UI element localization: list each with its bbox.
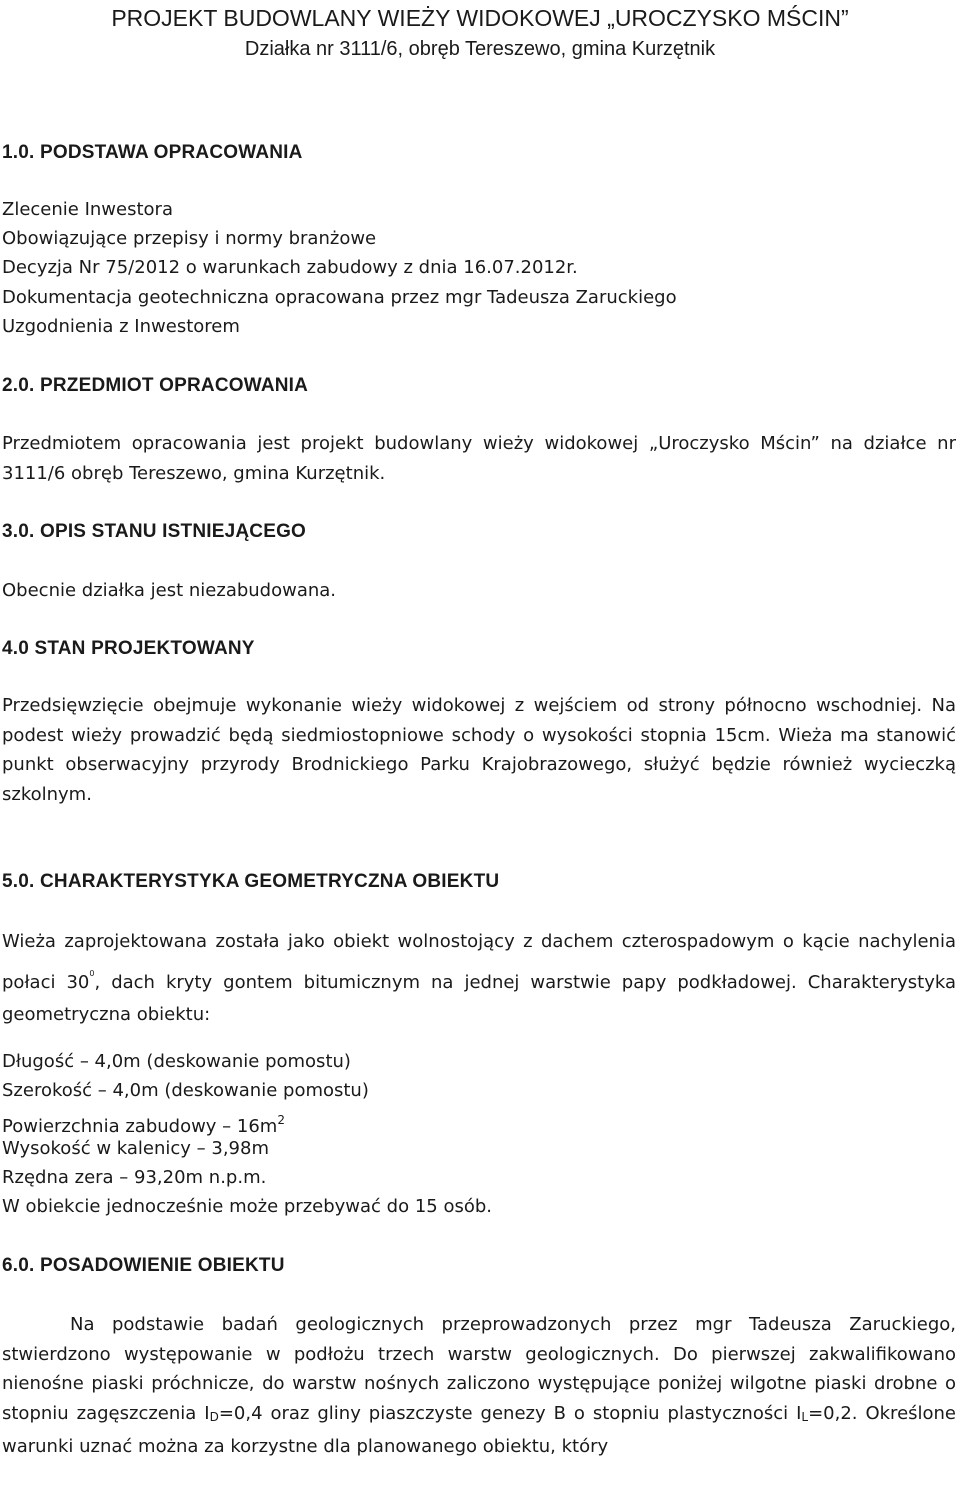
spec-width: Szerokość – 4,0m (deskowanie pomostu) (2, 1080, 369, 1101)
basis-item: Uzgodnienia z Inwestorem (2, 316, 240, 337)
section-2-paragraph: Przedmiotem opracowania jest projekt budowlany wieży widokowej „Uroczysko Mścin” na działce nr 3111/6 obręb Tereszewo, gmina Kurzętnik. (2, 433, 956, 484)
basis-item: Dokumentacja geotechniczna opracowana przez mgr Tadeusza Zaruckiego (2, 287, 677, 308)
spec-length: Długość – 4,0m (deskowanie pomostu) (2, 1051, 351, 1072)
basis-item: Zlecenie Inwestora (2, 199, 173, 220)
section-4-heading: 4.0 STAN PROJEKTOWANY (2, 638, 255, 659)
section-3-paragraph: Obecnie działka jest niezabudowana. (2, 580, 337, 601)
document-title: PROJEKT BUDOWLANY WIEŻY WIDOKOWEJ „UROCZYSKO MŚCIN” (111, 5, 849, 31)
section-6-heading: 6.0. POSADOWIENIE OBIEKTU (2, 1255, 285, 1276)
section-2-heading: 2.0. PRZEDMIOT OPRACOWANIA (2, 375, 309, 396)
index-d: D (209, 1409, 219, 1424)
degree-mark: 0 (89, 969, 95, 978)
section-3-heading: 3.0. OPIS STANU ISTNIEJĄCEGO (2, 521, 307, 542)
spec-area: Powierzchnia zabudowy – $16m^2$ (2, 1113, 285, 1137)
spec-zero-level: Rzędna zera – 93,20m n.p.m. (2, 1167, 267, 1188)
section-6-paragraph: Na podstawie badań geologicznych przeprowadzonych przez mgr Tadeusza Zaruckiego, stwierdzono występowanie w podłożu trzech warstw geologicznych. Do pierwszej zakwalifikowano nienośne piaski próchnicze, do warstw nośnych zaliczono występujące poniżej wilgotne piaski drobne o stopniu zagęszczenia $I_D=0,4$ oraz gliny piaszczyste genezy B o stopniu plastyczności $I_L=0,2$. Określone warunki uznać można za korzystne dla planowanego obiektu, który (2, 1314, 957, 1458)
section-1-heading: 1.0. PODSTAWA OPRACOWANIA (2, 142, 303, 163)
section-5-paragraph: Wieża zaprojektowana została jako obiekt wolnostojący z dachem czterospadowym o kącie nachylenia połaci $30^0$, dach kryty gontem bitumicznym na jednej warstwie papy podkładowej. Charakterystyka geometryczna obiektu: (2, 931, 956, 1025)
index-l: L (801, 1409, 809, 1424)
basis-item: Obowiązujące przepisy i normy branżowe (2, 228, 377, 249)
section-5-heading: 5.0. CHARAKTERYSTYKA GEOMETRYCZNA OBIEKTU (2, 871, 500, 892)
document-subtitle: Działka nr 3111/6, obręb Tereszewo, gmina Kurzętnik (244, 38, 716, 60)
section-4-paragraph: Przedsięwzięcie obejmuje wykonanie wieży widokowej z wejściem od strony północno wschodniej. Na podest wieży prowadzić będą siedmiostopniowe schody o wysokości stopnia 15cm. Wieża ma stanowić punkt obserwacyjny przyrody Brodnickiego Parku Krajobrazowego, służyć będzie również wycieczką szkolnym. (2, 695, 956, 805)
spec-capacity: W obiekcie jednocześnie może przebywać do 15 osób. (2, 1196, 492, 1217)
spec-ridge-height: Wysokość w kalenicy – 3,98m (2, 1138, 269, 1159)
basis-item: Decyzja Nr 75/2012 o warunkach zabudowy z dnia 16.07.2012r. (2, 257, 578, 278)
area-exponent: 2 (277, 1113, 285, 1127)
